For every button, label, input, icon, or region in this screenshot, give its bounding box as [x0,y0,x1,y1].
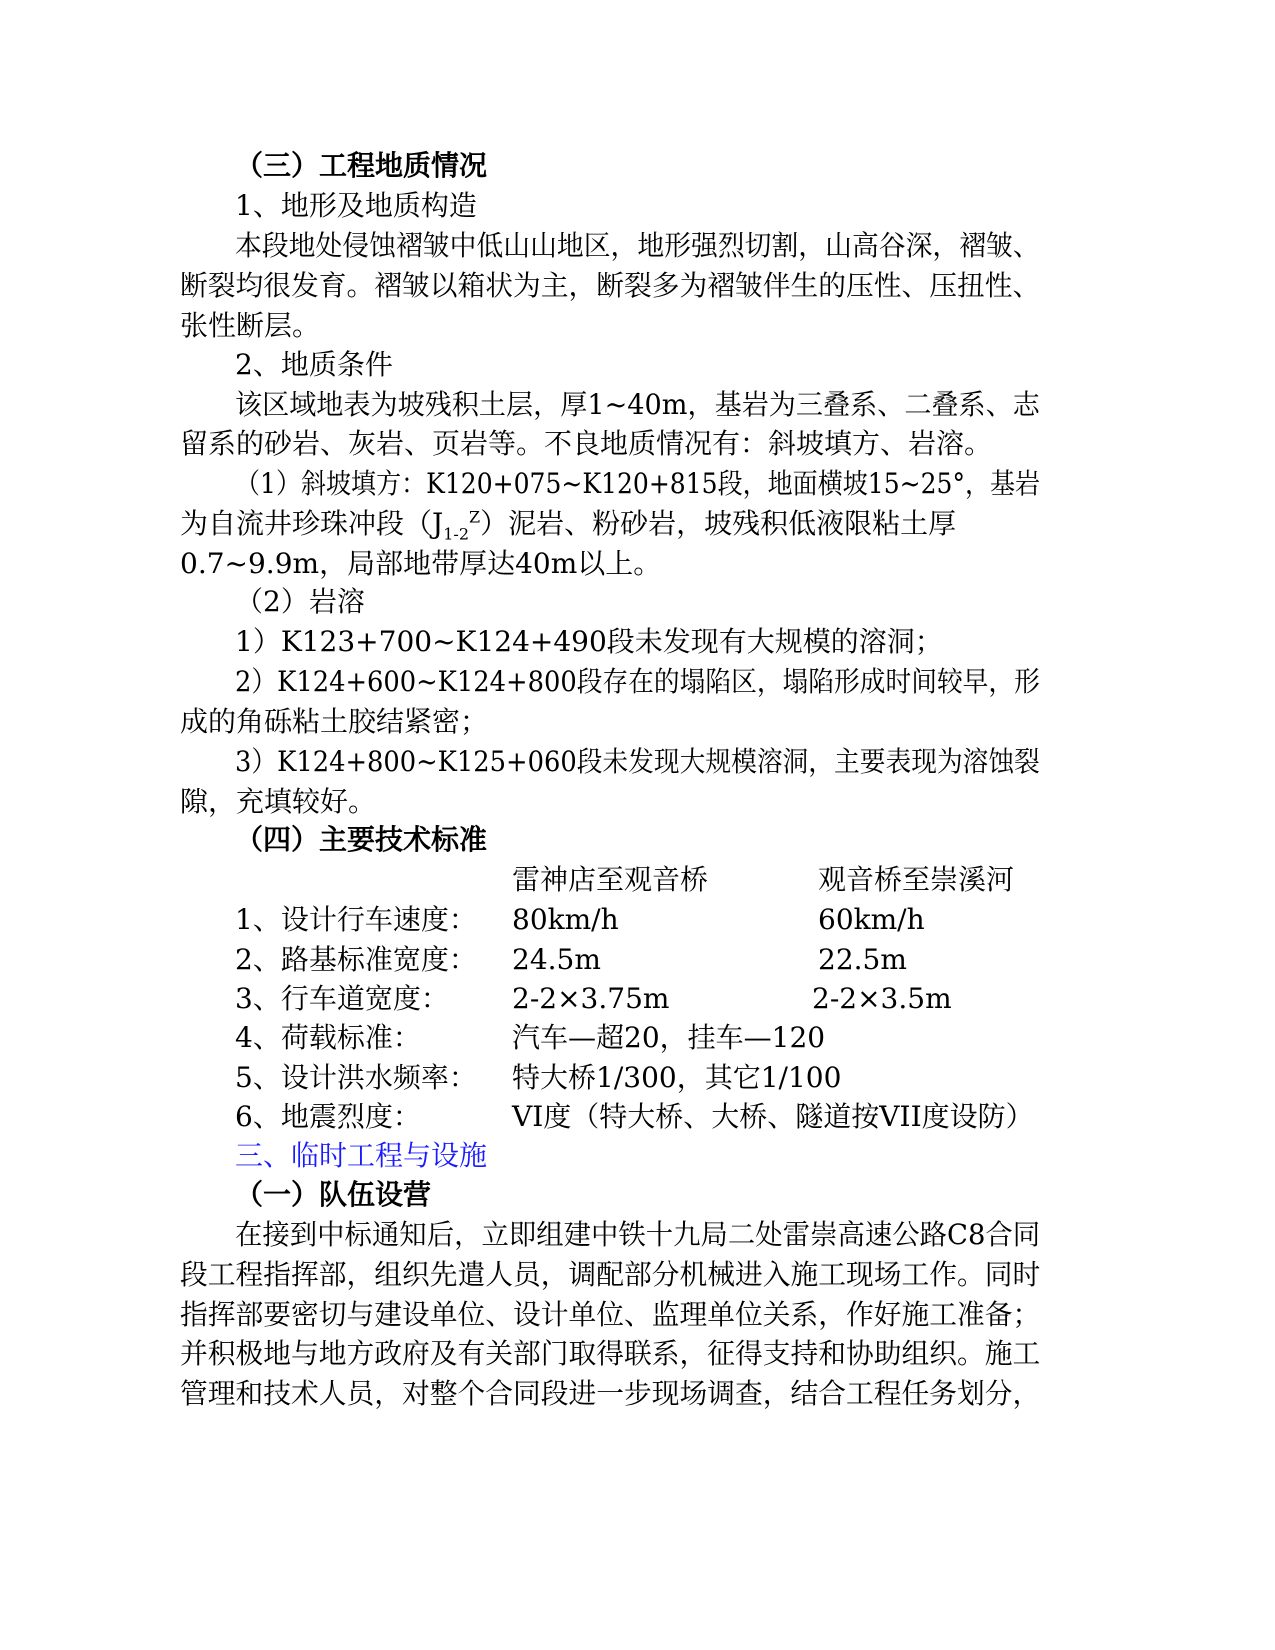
standards-row-label: 3、行车道宽度： [235,982,449,1015]
paragraph-line: 0.7~9.9m，局部地带厚达40m以上。 [180,547,662,580]
section-heading-camp: （一）队伍设营 [235,1178,432,1211]
list-item: 1）K123+700~K124+490段未发现有大规模的溶洞； [235,625,943,658]
paragraph-line: 留系的砂岩、灰岩、页岩等。不良地质情况有：斜坡填方、岩溶。 [180,427,993,460]
standards-col-header-b: 观音桥至崇溪河 [818,863,1015,896]
standards-row-value-b: 22.5m [818,943,907,976]
standards-row-value-a: 2-2×3.75m [512,982,670,1015]
paragraph-line: 断裂均很发育。褶皱以箱状为主，断裂多为褶皱伴生的压性、压扭性、 [180,269,1041,302]
list-item: 2）K124+600~K124+800段存在的塌陷区，塌陷形成时间较早，形 [235,665,1040,698]
paragraph-line: 本段地处侵蚀褶皱中低山山地区，地形强烈切割，山高谷深，褶皱、 [235,229,1040,262]
standards-row-label: 4、荷载标准： [235,1021,421,1054]
text-fragment: 为自流井珍珠冲段（J [180,507,444,540]
list-item-continuation: 成的角砾粘土胶结紧密； [180,705,489,738]
list-item: 3）K124+800~K125+060段未发现大规模溶洞，主要表现为溶蚀裂 [235,745,1040,778]
list-item-continuation: 隙，充填较好。 [180,785,377,818]
standards-row-value-b: 2-2×3.5m [812,982,952,1015]
standards-row-value-a: 特大桥1/300，其它1/100 [512,1061,842,1094]
standards-row-value-a: 汽车—超20，挂车—120 [512,1021,826,1054]
standards-row-label: 6、地震烈度： [235,1100,421,1133]
paragraph-line: 张性断层。 [180,309,321,342]
paragraph-line: 并积极地与地方政府及有关部门取得联系，征得支持和协助组织。施工 [180,1337,1041,1370]
paragraph-line: 段工程指挥部，组织先遣人员，调配部分机械进入施工现场工作。同时 [180,1258,1041,1291]
toc-link-temporary-works[interactable]: 三、临时工程与设施 [235,1139,488,1172]
standards-col-header-a: 雷神店至观音桥 [512,863,709,896]
standards-row-label: 5、设计洪水频率： [235,1061,477,1094]
standards-row-value-a: 80km/h [512,903,619,936]
superscript: Z [469,507,481,527]
standards-row-value-a: 24.5m [512,943,601,976]
paragraph-line: 管理和技术人员，对整个合同段进一步现场调查，结合工程任务划分， [180,1377,1041,1410]
paragraph-line: 指挥部要密切与建设单位、设计单位、监理单位关系，作好施工准备； [180,1298,1041,1331]
section-heading-standards: （四）主要技术标准 [235,823,488,856]
standards-row-label: 2、路基标准宽度： [235,943,477,976]
paragraph-line: 该区域地表为坡残积土层，厚1~40m，基岩为三叠系、二叠系、志 [235,388,1040,421]
section-heading-geology: （三）工程地质情况 [235,149,488,182]
paragraph-line: （1）斜坡填方：K120+075~K120+815段，地面横坡15~25°，基岩 [235,467,1041,500]
paragraph-line-formula [180,504,956,544]
standards-row-label: 1、设计行车速度： [235,903,477,936]
subsection-title-terrain: 1、地形及地质构造 [235,189,477,222]
text-fragment: ）泥岩、粉砂岩，坡残积低液限粘土厚 [480,507,957,540]
subsection-title-conditions: 2、地质条件 [235,348,393,381]
standards-row-value-b: 60km/h [818,903,925,936]
standards-row-value-a: VI度（特大桥、大桥、隧道按VII度设防） [512,1100,1034,1133]
subsection-title-karst: （2）岩溶 [235,585,365,618]
subscript: 1-2 [443,524,469,544]
paragraph-line: 在接到中标通知后，立即组建中铁十九局二处雷崇高速公路C8合同 [235,1218,1041,1251]
